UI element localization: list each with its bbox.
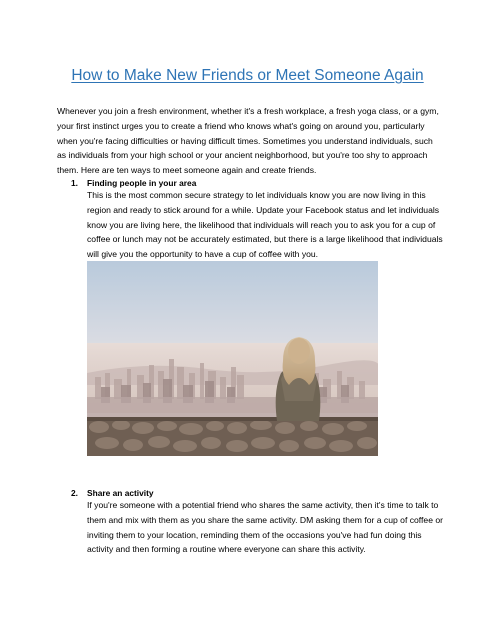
- city-view-photo: [87, 261, 378, 456]
- item-heading: Finding people in your area: [87, 178, 197, 188]
- item-body: This is the most common secure strategy to let individuals know you are now living in this region and ready to stick around for a while. Update your Facebook status and let individuals know you are living here, the likelihood that individuals will reach you to ask you for a cup of coffee or lunch may not be accurately estimated, but there is a large likelihood that individuals will give you the opportunity to have a cup of coffee with you.: [87, 190, 443, 260]
- item-number: 2.: [71, 488, 78, 498]
- intro-paragraph: Whenever you join a fresh environment, whether it's a fresh workplace, a fresh yoga class, or a gym, your first instinct urges you to create a friend who knows what's going on around you, particularly when you're facing difficulties or having difficult times. Sometimes you understand individuals, such as individuals from your high school or your ancient neighborhood, but you're too shy to approach them. Here are ten ways to meet someone again and create friends.: [57, 106, 439, 176]
- document-title: How to Make New Friends or Meet Someone Again: [71, 67, 424, 84]
- item-number: 1.: [71, 178, 78, 188]
- photo-illustration: [87, 261, 378, 456]
- item-heading: Share an activity: [87, 488, 154, 498]
- item-body: If you're someone with a potential friend who shares the same activity, then it's time to talk to them and mix with them as you share the same activity. DM asking them for a cup of coffee or inviting them to your location, reminding them of the occasions you've had fun doing this activity and then forming a routine where everyone can share this activity.: [87, 500, 444, 555]
